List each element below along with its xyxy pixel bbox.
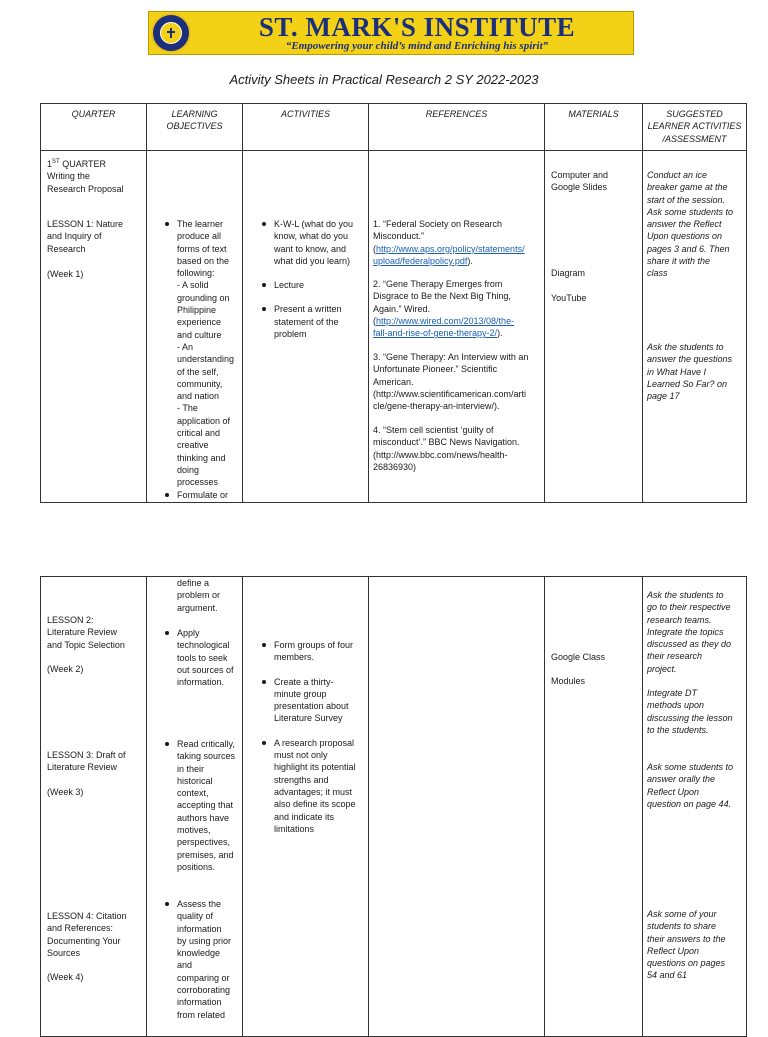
text-line: Again.” Wired. [373, 303, 431, 314]
proposal-line2: Research Proposal [47, 183, 124, 194]
text-line: answer the Reflect [647, 219, 722, 230]
text-line: corroborating [177, 985, 231, 996]
table-row [41, 577, 747, 1037]
text-line: also define its scope [274, 799, 356, 810]
text-line: Conduct an ice [647, 170, 708, 180]
text-line: methods upon [647, 700, 705, 711]
text-line: strengths and [274, 774, 329, 785]
text-line: question on page 44. [647, 798, 732, 809]
header-materials [545, 104, 643, 151]
suggested-cell-p2 [643, 577, 747, 1037]
text-line: Ask some of your [647, 909, 717, 919]
text-line: taking sources [177, 751, 236, 762]
materials-cell-p2 [545, 577, 643, 1037]
text-line: class [647, 268, 668, 279]
text-line: answer the questions [647, 354, 733, 365]
text-line: and indicate its [274, 811, 335, 822]
text-line: pages 3 and 6. Then [647, 243, 730, 254]
text-line: start of the session. [647, 194, 726, 205]
text-line: Present a written [274, 304, 342, 315]
activity-table-page2 [40, 576, 747, 1037]
material-computer-line2: Google Slides [551, 182, 608, 193]
reference-2-text [373, 279, 511, 314]
text-line: accepting that [177, 800, 234, 811]
text-line: information [177, 923, 222, 934]
header-materials-text: MATERIALS [568, 109, 619, 119]
table-header-row [41, 104, 747, 151]
text-line: page 17 [647, 391, 680, 402]
objective-read [177, 738, 243, 873]
text-line: out sources of [177, 664, 234, 675]
activity-research-proposal [274, 737, 369, 835]
proposal-line1: Writing the [47, 171, 90, 182]
suggested-activity-6 [647, 908, 747, 982]
text-line: know, what do you [274, 231, 349, 242]
suggested-activity-4 [647, 687, 747, 736]
text-line: problem or [177, 590, 221, 601]
text-line: members. [274, 652, 315, 663]
reference-1-end: ). [467, 255, 473, 266]
text-line: limitations [274, 823, 315, 834]
text-line: Read critically, [177, 739, 235, 749]
objectives-cell-p2 [147, 577, 243, 1037]
text-line: processes [177, 477, 219, 488]
text-line: knowledge [177, 948, 221, 959]
text-line: forms of text [177, 243, 227, 254]
reference-1: 1. “Federal Society on Research Misconduct.” (http://www.aps.org/policy/statements/ upload/federalpolicy.pdf). [373, 219, 525, 266]
text-line: American. [373, 376, 414, 387]
text-line: authors have [177, 812, 230, 823]
text-line: doing [177, 464, 200, 475]
text-line: Documenting Your [47, 935, 121, 946]
text-line: questions on pages [647, 958, 726, 969]
header-activities-text: ACTIVITIES [280, 109, 330, 119]
text-line: 1. “Federal Society on Research [373, 219, 503, 229]
text-line: discussing the lesson [647, 712, 733, 723]
text-line: (http://www.scientificamerican.com/arti [373, 388, 527, 399]
lesson2-title [47, 614, 143, 651]
text-line: 26836930) [373, 461, 417, 472]
text-line: tools to seek [177, 652, 228, 663]
text-line: perspectives, [177, 837, 231, 848]
text-line: in their [177, 763, 205, 774]
lesson1-line3: Research [47, 243, 86, 254]
school-banner [148, 11, 634, 55]
text-line: Upon questions on [647, 231, 723, 242]
activity-present [274, 303, 369, 340]
text-line: breaker game at the [647, 182, 728, 193]
references-cell [369, 151, 545, 503]
reference-2-end: ). [497, 328, 503, 339]
lesson3-week: (Week 3) [47, 787, 84, 797]
header-quarter [41, 104, 147, 151]
text-line: their answers to the [647, 933, 726, 944]
text-line: Literature Survey [274, 713, 343, 724]
list-item [177, 738, 243, 873]
lesson1-line1: LESSON 1: Nature [47, 219, 124, 229]
text-line: experience [177, 317, 222, 328]
reference-1-link-part1: http://www.aps.org/policy/statements/ [376, 243, 525, 254]
text-line: comparing or [177, 972, 230, 983]
materials-cell [545, 151, 643, 503]
header-objectives [147, 104, 243, 151]
quarter-suffix: ST [52, 159, 60, 165]
document-title: Activity Sheets in Practical Research 2 SY 2022-2023 [229, 72, 539, 87]
quarter-heading [47, 156, 143, 195]
text-line: their research [647, 651, 703, 662]
text-line: community, [177, 378, 223, 389]
objectives-list [177, 218, 243, 489]
text-line: 2. “Gene Therapy Emerges from [373, 279, 503, 289]
material-youtube: YouTube [551, 293, 587, 303]
reference-1-text [373, 219, 502, 241]
activities-cell-p2 [243, 577, 369, 1037]
text-line: misconduct’.” BBC News Navigation. [373, 437, 520, 448]
text-line: information. [177, 677, 225, 688]
reference-2-link-part1: http://www.wired.com/2013/08/the- [376, 315, 515, 326]
text-line: premises, and [177, 849, 234, 860]
text-line: and References: [47, 923, 114, 934]
text-line: problem [274, 329, 307, 340]
quarter-number: 1 [47, 159, 53, 169]
text-line: understanding [177, 354, 235, 365]
reference-1-link-part2: upload/federalpolicy.pdf [373, 255, 468, 266]
text-line: Learned So Far? on [647, 378, 728, 389]
activities-cell [243, 151, 369, 503]
text-line: and culture [177, 329, 222, 340]
table-row [41, 151, 747, 503]
quarter-cell [41, 151, 147, 503]
text-line: technological [177, 640, 230, 651]
text-line: produce all [177, 231, 222, 242]
text-line: Integrate the topics [647, 626, 724, 637]
material-computer-line1: Computer and [551, 170, 609, 180]
text-line: critical and [177, 428, 221, 439]
reference-1-link[interactable] [373, 244, 525, 266]
text-line: to the students. [647, 724, 709, 735]
lesson4-title [47, 910, 143, 959]
seal-cross-vertical [170, 28, 172, 38]
text-line: The learner [177, 219, 224, 229]
text-line: Literature Review [47, 627, 118, 638]
text-line: 3. “Gene Therapy: An Interview with an [373, 352, 529, 362]
text-line: must not only [274, 750, 328, 761]
text-line: Integrate DT [647, 688, 698, 698]
text-line: of the self, [177, 366, 219, 377]
list-item [177, 898, 243, 1021]
header-suggested-line2: LEARNER ACTIVITIES [647, 121, 742, 132]
text-line: what did you learn) [274, 255, 351, 266]
text-line: discussed as they do [647, 639, 732, 650]
school-seal-icon [151, 13, 191, 53]
header-references [369, 104, 545, 151]
material-diagram: Diagram [551, 268, 586, 278]
text-line: answer orally the [647, 774, 716, 785]
text-line: Disgrace to Be the Next Big Thing, [373, 291, 511, 302]
list-item [177, 627, 243, 688]
text-line: from related [177, 1009, 226, 1020]
header-suggested-line1: SUGGESTED [666, 109, 723, 119]
text-line: Ask some students to [647, 206, 734, 217]
text-line: define a [177, 578, 210, 588]
suggested-cell [643, 151, 747, 503]
lesson4-week: (Week 4) [47, 972, 84, 982]
text-line: in What Have I [647, 366, 707, 377]
reference-4 [373, 424, 545, 473]
activity-lecture: Lecture [274, 279, 369, 291]
objectives-cell [147, 151, 243, 503]
seal-cross-horizontal [167, 31, 175, 33]
text-line: argument. [177, 602, 218, 613]
text-line: Philippine [177, 305, 217, 316]
activities-list [274, 218, 369, 340]
text-line: Ask the students to [647, 342, 724, 352]
text-line: Ask some students to [647, 762, 734, 772]
text-line: Reflect Upon [647, 786, 700, 797]
objective-assess [177, 898, 243, 1021]
text-line: Apply [177, 628, 200, 638]
school-name: ST. MARK'S INSTITUTE [258, 12, 576, 42]
text-line: Assess the [177, 899, 222, 909]
text-line: want to know, and [274, 243, 347, 254]
text-line: - The [177, 403, 198, 414]
header-references-text: REFERENCES [425, 109, 488, 119]
material-computer [551, 169, 608, 194]
text-line: quality of [177, 911, 214, 922]
header-quarter-text: QUARTER [71, 109, 116, 119]
quarter-word: QUARTER [59, 159, 107, 169]
text-line: 4. “Stem cell scientist ‘guilty of [373, 425, 494, 435]
text-line: - A solid [177, 280, 209, 291]
list-item [177, 218, 243, 489]
text-line: 54 and 61 [647, 970, 688, 981]
reference-2: 2. “Gene Therapy Emerges from Disgrace to Be the Next Big Thing, Again.” Wired. (http://www.wired.com/2013/08/the- fall-and-rise-of-gene-therapy-2/). [373, 279, 515, 339]
objective-continued [177, 577, 243, 614]
header-objectives-line2: OBJECTIVES [166, 121, 223, 132]
text-line: LESSON 4: Citation [47, 911, 127, 921]
text-line: Sources [47, 947, 81, 958]
quarter-cell-p2 [41, 577, 147, 1037]
material-modules: Modules [551, 676, 586, 686]
text-line: LESSON 2: [47, 615, 94, 625]
suggested-activity-5 [647, 761, 747, 810]
header-suggested [643, 104, 747, 151]
reference-3 [373, 351, 545, 412]
references-cell-p2 [369, 577, 545, 1037]
activity-form-groups [274, 639, 369, 664]
text-line: and nation [177, 391, 220, 402]
text-line: Literature Review [47, 762, 118, 773]
activity-kwl [274, 218, 369, 267]
text-line: (http://www.bbc.com/news/health- [373, 449, 508, 460]
text-line: go to their respective [647, 602, 731, 613]
text-line: and Topic Selection [47, 639, 125, 650]
text-line: context, [177, 788, 209, 799]
activities-list-p2 [274, 639, 369, 835]
text-line: highlight its potential [274, 762, 356, 773]
reference-2-link[interactable] [373, 316, 514, 338]
text-line: Misconduct.” [373, 231, 425, 242]
text-line: students to share [647, 921, 717, 932]
header-activities [243, 104, 369, 151]
lesson2-week: (Week 2) [47, 664, 84, 674]
text-line: application of [177, 415, 231, 426]
text-line: information [177, 997, 222, 1008]
suggested-activity-2 [647, 341, 747, 402]
text-line: and [177, 960, 193, 971]
text-line: Form groups of four [274, 640, 354, 650]
seal-center [160, 22, 182, 44]
text-line: Unfortunate Pioneer.” Scientific [373, 364, 498, 375]
text-line: historical [177, 775, 213, 786]
lesson3-title [47, 749, 143, 774]
text-line: project. [647, 663, 677, 674]
objective-formulate [177, 489, 243, 501]
text-line: grounding on [177, 292, 230, 303]
suggested-activity-3 [647, 589, 747, 675]
text-line: positions. [177, 861, 216, 872]
text-line: following: [177, 268, 215, 279]
text-line: share it with the [647, 256, 711, 267]
text-line: K-W-L (what do you [274, 219, 354, 229]
text-line: A research proposal [274, 737, 355, 748]
text-line: based on the [177, 255, 230, 266]
text-line: motives, [177, 825, 211, 836]
list-item: Formulate or [177, 489, 243, 501]
reference-2-link-part2: fall-and-rise-of-gene-therapy-2/ [373, 328, 498, 339]
activity-create-presentation [274, 676, 369, 725]
text-line: advantages; it must [274, 786, 353, 797]
text-line: creative [177, 440, 209, 451]
activity-table-page1 [40, 103, 747, 503]
text-line: minute group [274, 688, 327, 699]
objective-apply [177, 627, 243, 688]
text-line: by using prior [177, 935, 232, 946]
text-line: research teams. [647, 614, 712, 625]
text-line: thinking and [177, 452, 226, 463]
text-line: statement of the [274, 316, 339, 327]
text-line: Reflect Upon [647, 945, 700, 956]
text-line: Ask the students to [647, 590, 724, 600]
lesson1-week: (Week 1) [47, 269, 84, 279]
text-line: presentation about [274, 701, 349, 712]
header-objectives-line1: LEARNING [171, 109, 218, 119]
text-line: Create a thirty- [274, 676, 334, 687]
lesson1-title [47, 218, 143, 255]
suggested-activity-1 [647, 169, 747, 280]
lesson1-line2: and Inquiry of [47, 231, 102, 242]
school-tagline: “Empowering your child’s mind and Enriching his spirit” [285, 40, 549, 52]
text-line: - An [177, 341, 194, 352]
text-line: LESSON 3: Draft of [47, 750, 126, 760]
text-line: cle/gene-therapy-an-interview/). [373, 401, 500, 412]
material-google-class: Google Class [551, 652, 606, 662]
header-suggested-line3: /ASSESSMENT [662, 133, 727, 144]
